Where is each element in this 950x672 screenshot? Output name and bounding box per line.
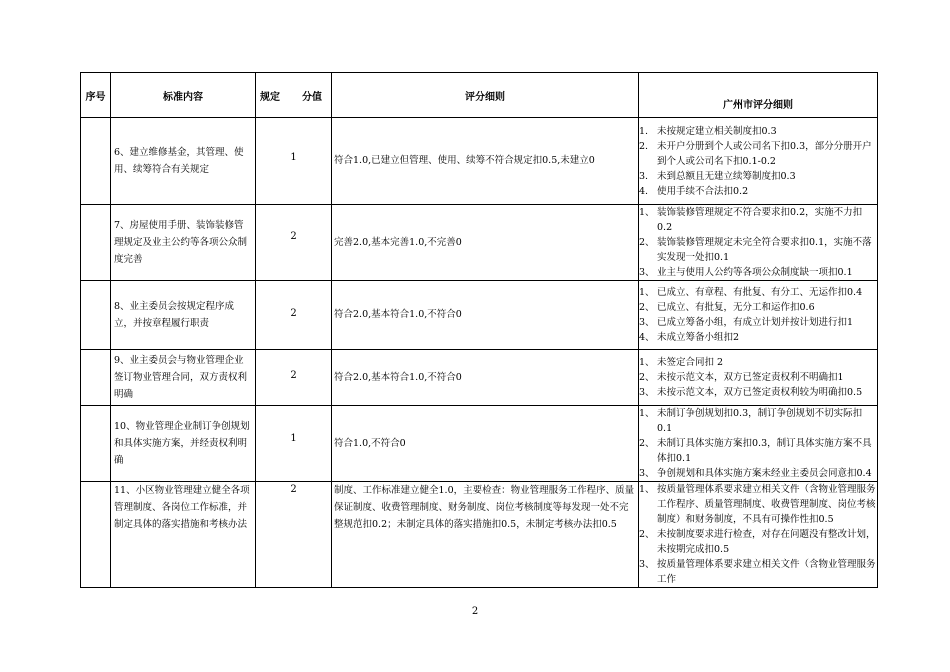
standard-cell: 7、房屋使用手册、装饰装修管理规定及业主公约等各项公众制度完善 [111, 205, 256, 281]
standard-cell: 8、业主委员会按规定程序成立，并按章程履行职责 [111, 281, 256, 350]
criteria-cell: 符合1.0,已建立但管理、使用、续筹不符合规定扣0.5,未建立0 [332, 118, 639, 205]
criteria-cell: 符合2.0,基本符合1.0,不符合0 [332, 350, 639, 406]
gz-item: 3、 按质量管理体系要求建立相关文件（含物业管理服务工作 [639, 559, 876, 585]
page-number: 2 [471, 606, 479, 617]
standard-cell: 11、小区物业管理建立健全各项管理制度、各岗位工作标准，并制定具体的落实措施和考核办法 [111, 482, 256, 588]
header-rule: 规定 [260, 91, 280, 103]
table-row [81, 482, 878, 588]
seq-cell [81, 482, 111, 588]
criteria-cell: 符合1.0,不符合0 [332, 406, 639, 482]
criteria-cell: 制度、工作标准建立健全1.0，主要检查：物业管理服务工作程序、质量保证制度、收费管理制度、财务制度、岗位考核制度等每发现一处不完整规范扣0.2；未制定具体的落实措施扣0.5，未制定考核办法扣0.5 [332, 482, 639, 588]
gz-item: 4. 使用手续不合法扣0.2 [639, 185, 749, 197]
score-cell: 2 [256, 281, 332, 350]
header-score: 分值 [302, 91, 322, 103]
scoring-table [80, 72, 878, 588]
gz-criteria-cell [639, 281, 878, 350]
table-row [81, 205, 878, 281]
gz-item: 3、 已成立筹备小组，有成立计划并按计划进行扣1 [639, 317, 854, 328]
gz-item: 3、 未按示范文本，双方已签定责权利较为明确扣0.5 [639, 387, 863, 398]
gz-item: 1. 未按规定建立相关制度扣0.3 [639, 125, 777, 137]
score-cell: 1 [256, 118, 332, 205]
gz-item: 1、 装饰装修管理规定不符合要求扣0.2，实施不力扣0.2 [639, 207, 863, 233]
score-cell: 2 [256, 350, 332, 406]
gz-item: 1、 未制订争创规划扣0.3，制订争创规划不切实际扣0.1 [639, 408, 863, 434]
gz-item: 2、 未按制度要求进行检查，对存在问题没有整改计划，未按期完成扣0.5 [639, 529, 876, 555]
standard-cell: 10、物业管理企业制订争创规划和具体实施方案，并经责权利明确 [111, 406, 256, 482]
gz-item: 2. 未开户分册到个人或公司名下扣0.3，部分分册开户到个人或公司名下扣0.1-0.2 [639, 140, 872, 167]
seq-cell [81, 281, 111, 350]
header-seq: 序号 [81, 73, 111, 118]
header-standard: 标准内容 [111, 73, 256, 118]
seq-cell [81, 350, 111, 406]
gz-item: 2、 未按示范文本，双方已签定责权利不明确扣1 [639, 372, 844, 383]
seq-cell [81, 118, 111, 205]
gz-criteria-cell [639, 406, 878, 482]
table-row [81, 281, 878, 350]
gz-item: 3、 业主与使用人公约等各项公众制度缺一项扣0.1 [639, 267, 853, 278]
header-row [81, 73, 878, 118]
criteria-cell: 完善2.0,基本完善1.0,不完善0 [332, 205, 639, 281]
table-row [81, 118, 878, 205]
criteria-cell: 符合2.0,基本符合1.0,不符合0 [332, 281, 639, 350]
score-cell: 2 [256, 482, 332, 588]
seq-cell [81, 406, 111, 482]
gz-item: 1、 已成立、有章程、有批复、有分工、无运作扣0.4 [639, 287, 863, 298]
gz-item: 4、 未成立筹备小组扣2 [639, 332, 740, 343]
gz-item: 2、 已成立、有批复，无分工和运作扣0.6 [639, 302, 815, 313]
gz-criteria-cell [639, 350, 878, 406]
table-row [81, 406, 878, 482]
seq-cell [81, 205, 111, 281]
header-criteria: 评分细则 [332, 73, 639, 118]
gz-item: 3、 争创规划和具体实施方案未经业主委员会同意扣0.4 [639, 468, 872, 479]
score-cell: 2 [256, 205, 332, 281]
gz-item: 2、 装饰装修管理规定未完全符合要求扣0.1，实施不落实发现一处扣0.1 [639, 237, 872, 263]
table-row [81, 350, 878, 406]
gz-criteria-cell [639, 482, 878, 588]
gz-criteria-cell [639, 205, 878, 281]
gz-item: 1、 未签定合同扣 2 [639, 357, 724, 368]
gz-item: 1、 按质量管理体系要求建立相关文件（含物业管理服务工作程序、质量管理制度、收费管理制度、岗位考核制度）和财务制度，不具有可操作性扣0.5 [639, 484, 876, 525]
header-rule-score [256, 73, 332, 118]
standard-cell: 9、业主委员会与物业管理企业签订物业管理合同，双方责权利明确 [111, 350, 256, 406]
standard-cell: 6、建立维修基金，其管理、使用、续筹符合有关规定 [111, 118, 256, 205]
score-cell: 1 [256, 406, 332, 482]
gz-item: 3. 未到总额且无建立续筹制度扣0.3 [639, 170, 796, 182]
gz-criteria-cell [639, 118, 878, 205]
gz-item: 2、 未制订具体实施方案扣0.3，制订具体实施方案不具体扣0.1 [639, 438, 872, 464]
header-gz-criteria: 广州市评分细则 [639, 73, 878, 118]
